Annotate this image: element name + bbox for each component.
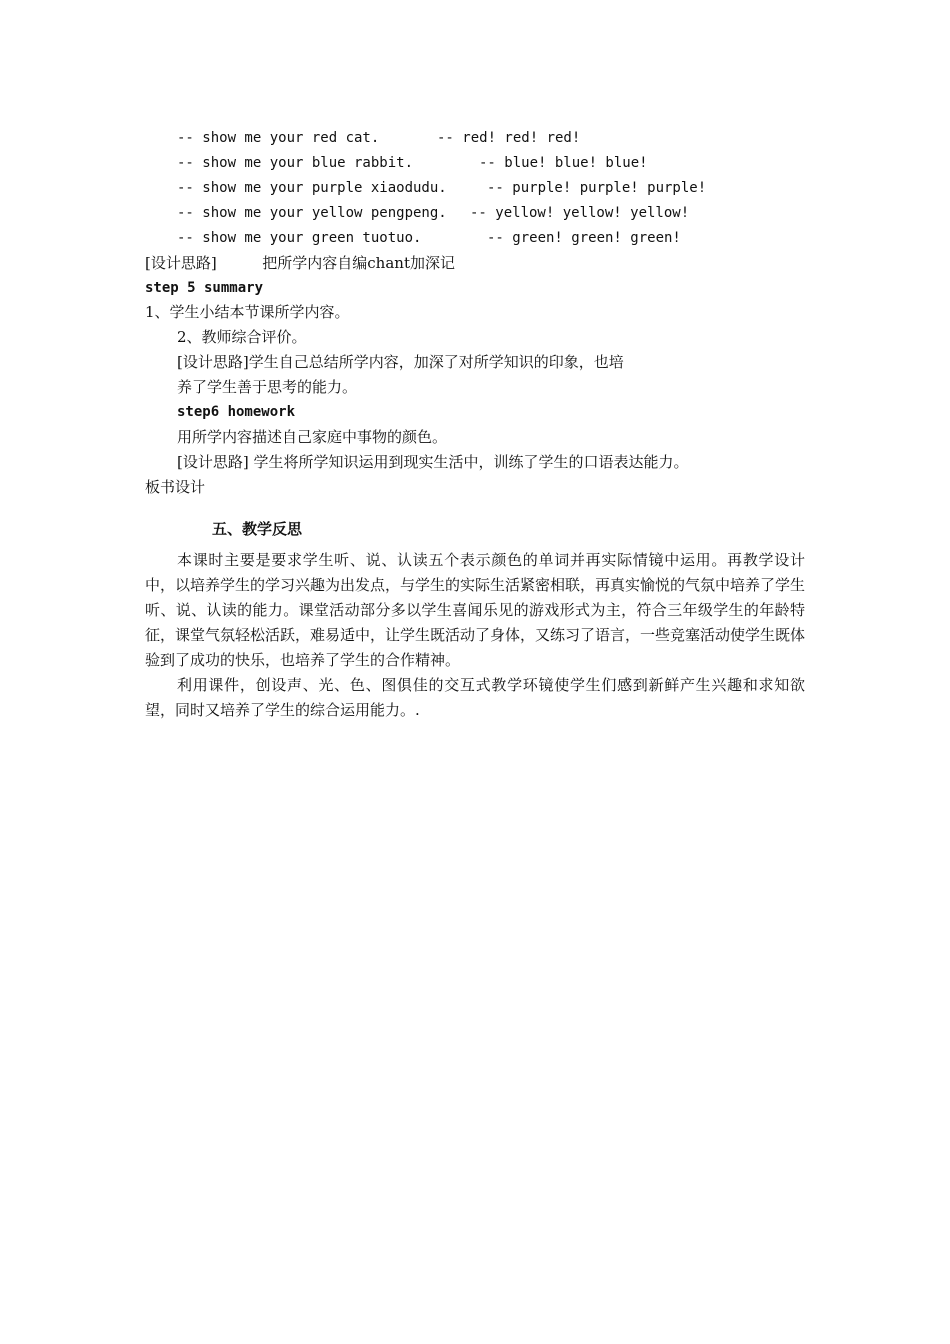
chant-line: [0, 176, 950, 201]
design-idea-text: 把所学内容自编chant加深记: [262, 254, 455, 272]
step5-design-line-1: [设计思路]学生自己总结所学内容，加深了对所学知识的印象，也培: [177, 353, 624, 371]
step5-design-line-2: 养了学生善于思考的能力。: [177, 378, 358, 396]
chant-line: [0, 201, 950, 226]
chant-response: -- green! green! green!: [487, 230, 681, 246]
chant-command: -- show me your green tuotuo.: [177, 230, 422, 246]
reflection-paragraph-2: 利用课件，创设声、光、色、图俱佳的交互式教学环镜使学生们感到新鲜产生兴趣和求知欲望，同时又培养了学生的综合运用能力。.: [145, 676, 805, 719]
step6-design: [设计思路] 学生将所学知识运用到现实生活中，训练了学生的口语表达能力。: [177, 453, 689, 471]
chant-response: -- purple! purple! purple!: [487, 180, 707, 196]
chant-response: -- blue! blue! blue!: [479, 155, 648, 171]
chant-command: -- show me your purple xiaodudu.: [177, 180, 447, 196]
step6-title: step6 homework: [177, 404, 296, 420]
chant-line: [0, 126, 950, 151]
step5-item-2: 2、教师综合评价。: [177, 328, 307, 346]
chant-command: -- show me your yellow pengpeng.: [177, 205, 447, 221]
reflection-paragraph-1: 本课时主要是要求学生听、说、认读五个表示颜色的单词并再实际情镜中运用。再教学设计中，以培养学生的学习兴趣为出发点，与学生的实际生活紧密相联，再真实愉悦的气氛中培养了学生听、说、认读的能力。课堂活动部分多以学生喜闻乐见的游戏形式为主，符合三年级学生的年龄特征，课堂气氛轻松活跃，难易适中，让学生既活动了身体，又练习了语言，一些竞塞活动使学生既体验到了成功的快乐，也培养了学生的合作精神。: [145, 551, 806, 669]
step5-title: step 5 summary: [145, 280, 264, 296]
reflection-heading: 五、教学反思: [212, 520, 303, 538]
chant-response: -- yellow! yellow! yellow!: [470, 205, 690, 221]
chant-line: [0, 151, 950, 176]
step5-item-1: 1、学生小结本节课所学内容。: [145, 303, 350, 321]
chant-command: -- show me your blue rabbit.: [177, 155, 414, 171]
design-idea-label: [设计思路]: [145, 254, 217, 272]
board-design-label: 板书设计: [145, 478, 206, 496]
chant-line: [0, 226, 950, 251]
chant-command: -- show me your red cat.: [177, 130, 380, 146]
chant-response: -- red! red! red!: [437, 130, 581, 146]
step6-text: 用所学内容描述自己家庭中事物的颜色。: [177, 428, 448, 446]
design-idea-line: [145, 251, 455, 276]
